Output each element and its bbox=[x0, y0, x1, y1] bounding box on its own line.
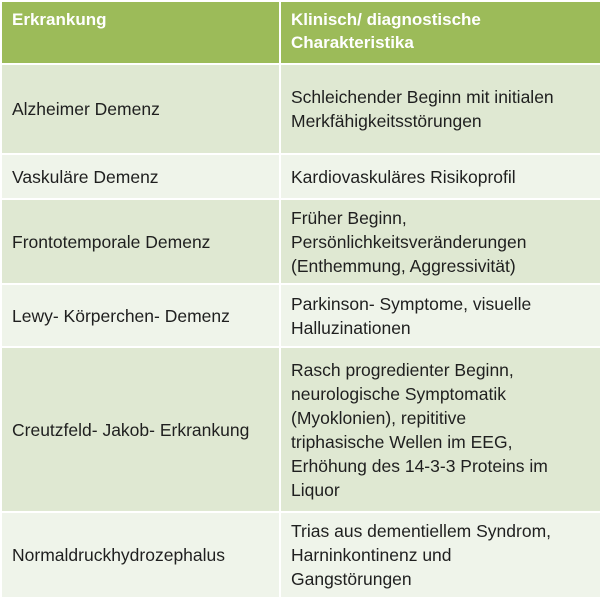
feature-line: Halluzinationen bbox=[291, 317, 411, 338]
features-cell bbox=[280, 512, 600, 598]
header-col2-line2: Charakteristika bbox=[291, 33, 414, 52]
feature-line: Kardiovaskuläres Risikoprofil bbox=[291, 166, 516, 187]
features-cell bbox=[280, 284, 600, 347]
feature-line: Schleichender Beginn mit initialen bbox=[291, 87, 554, 107]
feature-line: Liquor bbox=[291, 479, 340, 500]
feature-line: neurologische Symptomatik bbox=[291, 383, 506, 404]
table-row bbox=[1, 512, 600, 598]
header-erkrankung bbox=[1, 1, 280, 64]
disease-cell bbox=[1, 64, 280, 154]
table-row bbox=[1, 347, 600, 512]
disease-cell bbox=[1, 512, 280, 598]
disease-name: Vaskuläre Demenz bbox=[12, 166, 159, 187]
feature-line: Gangstörungen bbox=[291, 569, 412, 589]
feature-line: (Myoklonien), repititive bbox=[291, 407, 467, 428]
feature-line: Rasch progredienter Beginn, bbox=[291, 359, 514, 380]
feature-line: Harninkontinenz und bbox=[291, 545, 452, 565]
disease-cell bbox=[1, 347, 280, 512]
table-row bbox=[1, 154, 600, 199]
header-col2-line1: Klinisch/ diagnostische bbox=[291, 10, 481, 29]
features-cell bbox=[280, 199, 600, 284]
disease-name: Frontotemporale Demenz bbox=[12, 231, 211, 252]
feature-line: Früher Beginn, bbox=[291, 207, 407, 228]
features-cell bbox=[280, 347, 600, 512]
disease-cell bbox=[1, 154, 280, 199]
header-charakteristika bbox=[280, 1, 600, 64]
feature-line: Erhöhung des 14-3-3 Proteins im bbox=[291, 455, 548, 476]
feature-line: Trias aus dementiellem Syndrom, bbox=[291, 521, 552, 541]
features-cell bbox=[280, 64, 600, 154]
feature-line: triphasische Wellen im EEG, bbox=[291, 431, 513, 452]
table-row bbox=[1, 284, 600, 347]
feature-line: Persönlichkeitsveränderungen bbox=[291, 231, 527, 252]
disease-name: Creutzfeld- Jakob- Erkrankung bbox=[12, 419, 250, 440]
feature-line: Merkfähigkeitsstörungen bbox=[291, 111, 482, 131]
disease-cell bbox=[1, 284, 280, 347]
table-header-row bbox=[1, 1, 600, 64]
header-col1-text: Erkrankung bbox=[12, 10, 107, 29]
disease-name: Normaldruckhydrozephalus bbox=[12, 545, 226, 565]
feature-line: Parkinson- Symptome, visuelle bbox=[291, 293, 532, 314]
disease-name: Lewy- Körperchen- Demenz bbox=[12, 305, 230, 326]
table-row bbox=[1, 199, 600, 284]
table-row bbox=[1, 64, 600, 154]
disease-name: Alzheimer Demenz bbox=[12, 99, 160, 119]
disease-cell bbox=[1, 199, 280, 284]
feature-line: (Enthemmung, Aggressivität) bbox=[291, 255, 516, 276]
features-cell bbox=[280, 154, 600, 199]
